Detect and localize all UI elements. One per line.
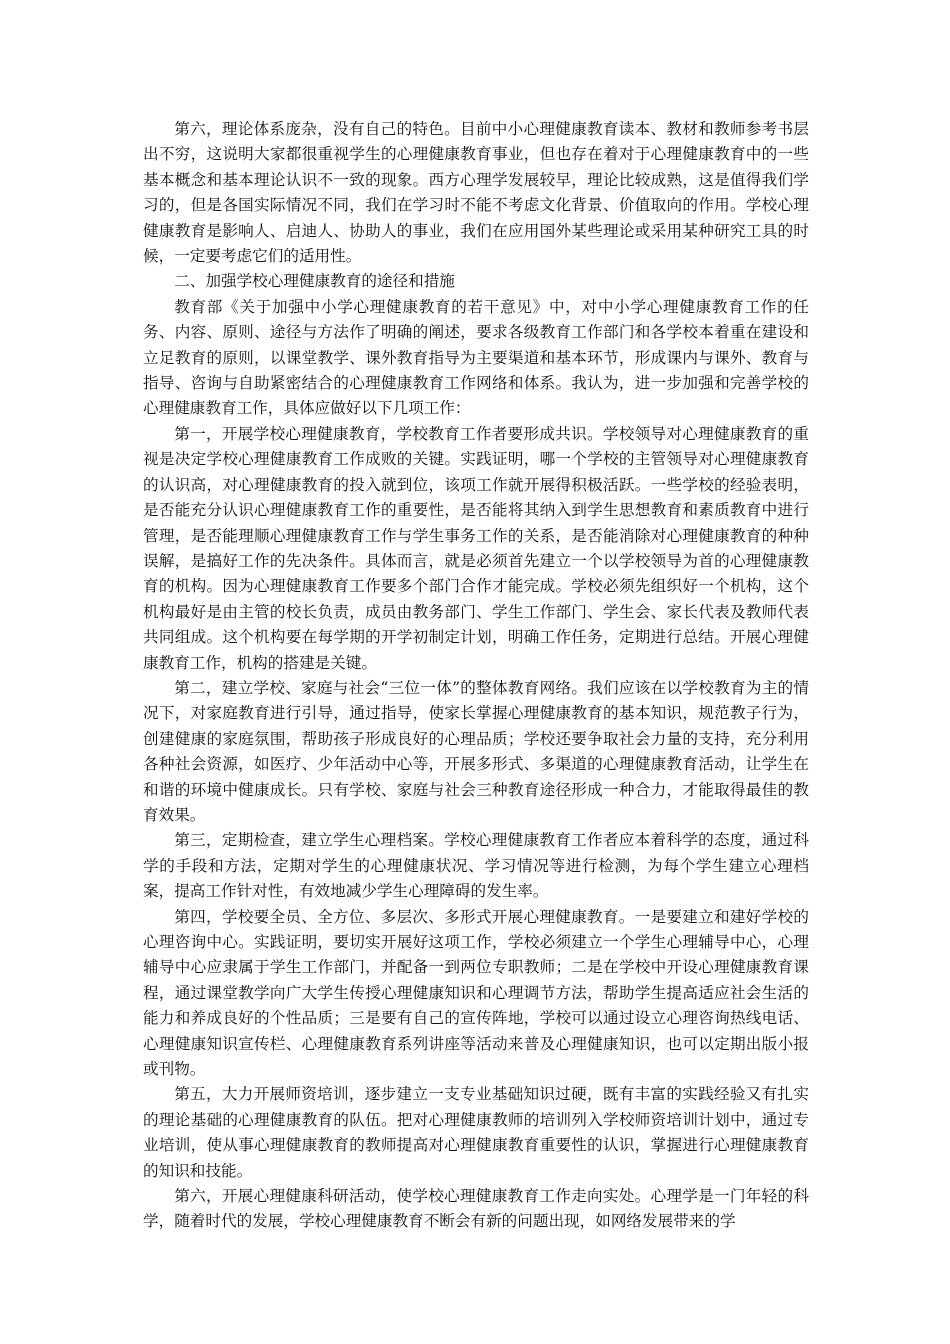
paragraph-fifth-training: 第五，大力开展师资培训，逐步建立一支专业基础知识过硬，既有丰富的实践经验又有扎实的理论基础的心理健康教育的队伍。把对心理健康教师的培训列入学校师资培训计划中，通过专业培训，使从事心理健康教育的教师提高对心理健康教育重要性的认识，掌握进行心理健康教育的知识和技能。 [143, 1085, 809, 1180]
document-body [143, 117, 809, 1235]
paragraph-fourth-all-round: 第四，学校要全员、全方位、多层次、多形式开展心理健康教育。一是要建立和建好学校的心理咨询中心。实践证明，要切实开展好这项工作，学校必须建立一个学生心理辅导中心，心理辅导中心应隶属于学生工作部门，并配备一到两位专职教师；二是在学校中开设心理健康教育课程，通过课堂教学向广大学生传授心理健康知识和心理调节方法，帮助学生提高适应社会生活的能力和养成良好的个性品质；三是要有自己的宣传阵地，学校可以通过设立心理咨询热线电话、心理健康知识宣传栏、心理健康教育系列讲座等活动来普及心理健康知识，也可以定期出版小报或刊物。 [143, 907, 809, 1079]
paragraph-sixth-research: 第六，开展心理健康科研活动，使学校心理健康教育工作走向实处。心理学是一门年轻的科学，随着时代的发展，学校心理健康教育不断会有新的问题出现，如网络发展带来的学 [143, 1187, 809, 1231]
paragraph-second-network: 第二，建立学校、家庭与社会“三位一体”的整体教育网络。我们应该在以学校教育为主的情况下，对家庭教育进行引导，通过指导，使家长掌握心理健康教育的基本知识，规范教子行为，创建健康的家庭氛围，帮助孩子形成良好的心理品质；学校还要争取社会力量的支持，充分利用各种社会资源，如医疗、少年活动中心等，开展多形式、多渠道的心理健康教育活动，让学生在和谐的环境中健康成长。只有学校、家庭与社会三种教育途径形成一种合力，才能取得最佳的教育效果。 [143, 678, 809, 824]
paragraph-third-archives: 第三，定期检查，建立学生心理档案。学校心理健康教育工作者应本着科学的态度，通过科学的手段和方法，定期对学生的心理健康状况、学习情况等进行检测，为每个学生建立心理档案，提高工作针对性，有效地减少学生心理障碍的发生率。 [143, 831, 809, 901]
paragraph-ministry-opinion: 教育部《关于加强中小学心理健康教育的若干意见》中，对中小学心理健康教育工作的任务、内容、原则、途径与方法作了明确的阐述，要求各级教育工作部门和各学校本着重在建设和立足教育的原则，以课堂教学、课外教育指导为主要渠道和基本环节，形成课内与课外、教育与指导、咨询与自助紧密结合的心理健康教育工作网络和体系。我认为，进一步加强和完善学校的心理健康教育工作，具体应做好以下几项工作： [143, 297, 809, 418]
section-heading: 二、加强学校心理健康教育的途径和措施 [174, 272, 455, 291]
paragraph-first-consensus: 第一，开展学校心理健康教育，学校教育工作者要形成共识。学校领导对心理健康教育的重视是决定学校心理健康教育工作成败的关键。实践证明，哪一个学校的主管领导对心理健康教育的认识高，对心理健康教育的投入就到位，该项工作就开展得积极活跃。一些学校的经验表明，是否能充分认识心理健康教育工作的重要性，是否能将其纳入到学生思想教育和素质教育中进行管理，是否能理顺心理健康教育工作与学生事务工作的关系，是否能消除对心理健康教育的种种误解，是搞好工作的先决条件。具体而言，就是必须首先建立一个以学校领导为首的心理健康教育的机构。因为心理健康教育工作要多个部门合作才能完成。学校必须先组织好一个机构，这个机构最好是由主管的校长负责，成员由教务部门、学生工作部门、学生会、家长代表及教师代表共同组成。这个机构要在每学期的开学初制定计划，明确工作任务，定期进行总结。开展心理健康教育工作，机构的搭建是关键。 [143, 424, 809, 672]
paragraph-theory-system: 第六，理论体系庞杂，没有自己的特色。目前中小心理健康教育读本、教材和教师参考书层出不穷，这说明大家都很重视学生的心理健康教育事业，但也存在着对于心理健康教育中的一些基本概念和基本理论认识不一致的现象。西方心理学发展较早，理论比较成熟，这是值得我们学习的，但是各国实际情况不同，我们在学习时不能不考虑文化背景、价值取向的作用。学校心理健康教育是影响人、启迪人、协助人的事业，我们在应用国外某些理论或采用某种研究工具的时候，一定要考虑它们的适用性。 [143, 120, 809, 266]
